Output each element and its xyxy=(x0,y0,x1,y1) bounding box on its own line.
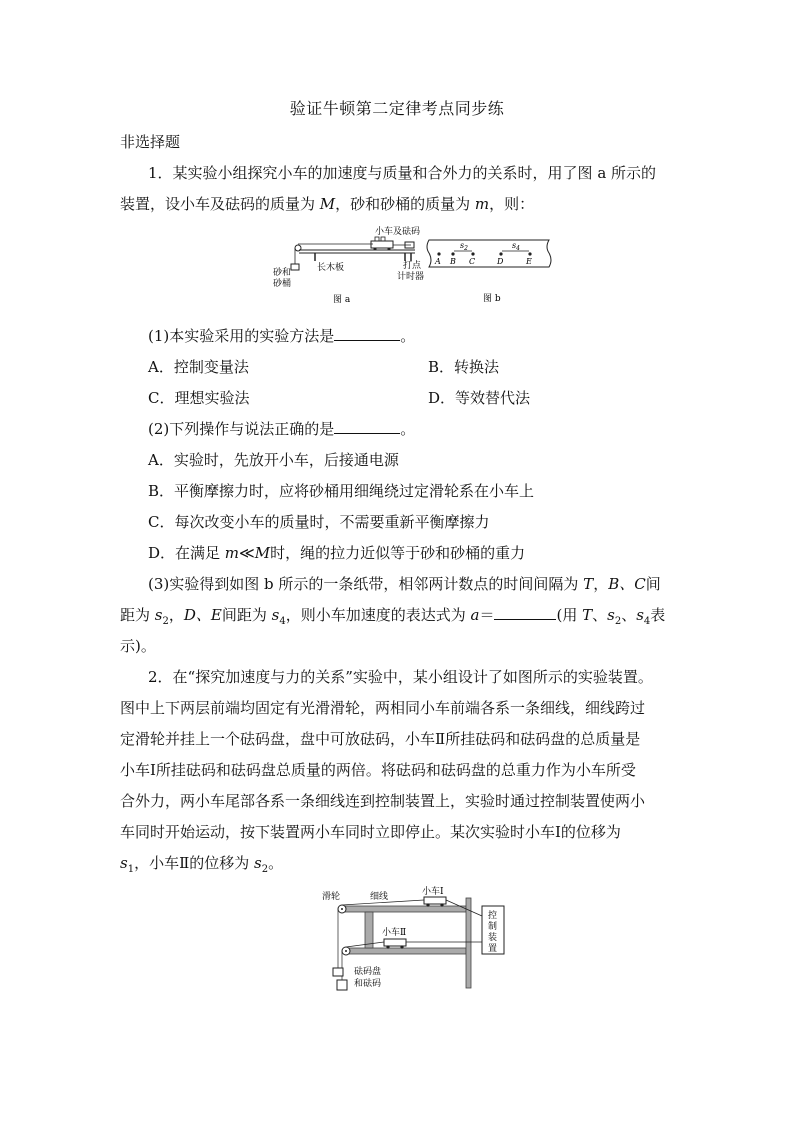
point-label: C xyxy=(469,257,476,266)
label-cart-1: 小车Ⅰ xyxy=(422,887,444,897)
q2-line-4: 小车Ⅰ所挂砝码和砝码盘总质量的两倍。将砝码和砝码盘的总重力作为小车所受 xyxy=(120,761,636,779)
q1-intro-line-2: 装置，设小车及砝码的质量为 M，砂和砂桶的质量为 m，则： xyxy=(120,195,535,213)
cart-2-icon xyxy=(384,939,406,946)
label-control: 制 xyxy=(488,922,498,932)
answer-blank[interactable] xyxy=(334,420,400,434)
label-pan-2: 和砝码 xyxy=(354,979,382,989)
answer-blank[interactable] xyxy=(494,606,556,620)
option-b: B．平衡摩擦力时，应将砂桶用细绳绕过定滑轮系在小车上 xyxy=(148,482,535,500)
figure-b-caption: 图 b xyxy=(483,294,501,304)
option-d: D．等效替代法 xyxy=(428,389,531,407)
label-timer-1: 打点 xyxy=(403,261,422,271)
option-d: D．在满足 m≪M时，绳的拉力近似等于砂和砂桶的重力 xyxy=(148,544,526,562)
q1-part3-line-1: (3)实验得到如图 b 所示的一条纸带，相邻两计数点的时间间隔为 T，B、C间 xyxy=(148,575,661,593)
cart-icon xyxy=(371,241,393,248)
point-label: D xyxy=(497,257,504,266)
cart-1-icon xyxy=(424,897,446,904)
q2-line-3: 定滑轮并挂上一个砝码盘，盘中可放砝码，小车Ⅱ所挂砝码和砝码盘的总质量是 xyxy=(120,730,641,748)
label-pan-1: 砝码盘 xyxy=(354,967,382,977)
option-a: A．控制变量法 xyxy=(148,358,249,376)
weight-pan-2-icon xyxy=(337,980,347,990)
label-control: 装 xyxy=(488,933,498,943)
q1-part1: (1)本实验采用的实验方法是 。 xyxy=(148,327,416,345)
q1-intro-line-1: 1．某实验小组探究小车的加速度与质量和合外力的关系时，用了图 a 所示的 xyxy=(148,164,657,182)
label-pulley: 滑轮 xyxy=(322,892,341,902)
option-a: A．实验时，先放开小车，后接通电源 xyxy=(148,451,399,469)
q1-part3-line-3: 示)。 xyxy=(120,637,156,655)
s2-label: $s_2$ xyxy=(460,241,468,252)
q2-line-7: $s_1$，小车Ⅱ的位移为 $s_2$。 xyxy=(120,854,284,875)
figure-a-caption: 图 a xyxy=(333,295,351,305)
label-board: 长木板 xyxy=(317,263,345,273)
s4-label: $s_4$ xyxy=(512,241,520,252)
option-c: C．理想实验法 xyxy=(148,389,250,407)
label-timer-2: 计时器 xyxy=(397,272,425,282)
weight-pan-1-icon xyxy=(333,968,343,976)
q1-part2: (2)下列操作与说法正确的是 。 xyxy=(148,420,416,438)
label-cart: 小车及砝码 xyxy=(375,227,421,237)
pulley-icon xyxy=(295,245,301,251)
section-heading: 非选择题 xyxy=(120,133,181,151)
answer-blank[interactable] xyxy=(334,327,400,341)
label-string: 细线 xyxy=(370,892,389,902)
point-label: E xyxy=(526,257,532,266)
label-sand-2: 砂桶 xyxy=(273,279,292,289)
q2-line-5: 合外力，两小车尾部各系一条细线连到控制装置上，实验时通过控制装置使两小 xyxy=(120,792,646,810)
q2-line-6: 车同时开始运动，按下装置两小车同时立即停止。某次实验时小车Ⅰ的位移为 xyxy=(120,823,621,841)
sand-bucket-icon xyxy=(291,264,299,270)
figure-a-apparatus xyxy=(265,224,425,306)
figure-2-apparatus xyxy=(318,884,508,996)
figure-b-tape xyxy=(423,234,555,306)
option-b: B．转换法 xyxy=(428,358,500,376)
q2-line-2: 图中上下两层前端均固定有光滑滑轮，两相同小车前端各系一条细线，细线跨过 xyxy=(120,699,646,717)
q1-part3-line-2: 距为 $s_2$，D、E间距为 $s_4$，则小车加速度的表达式为 a＝ (用 T、$s_2$、$s_4$表 xyxy=(120,606,666,627)
point-label: B xyxy=(450,257,456,266)
option-c: C．每次改变小车的质量时，不需要重新平衡摩擦力 xyxy=(148,513,490,531)
point-label: A xyxy=(435,257,441,266)
label-control: 控 xyxy=(488,911,498,921)
q2-line-1: 2．在“探究加速度与力的关系”实验中，某小组设计了如图所示的实验装置。 xyxy=(148,668,653,686)
label-cart-2: 小车Ⅱ xyxy=(382,928,407,938)
page-title: 验证牛顿第二定律考点同步练 xyxy=(289,99,505,118)
label-control: 置 xyxy=(488,944,498,954)
label-sand-1: 砂和 xyxy=(273,268,292,278)
